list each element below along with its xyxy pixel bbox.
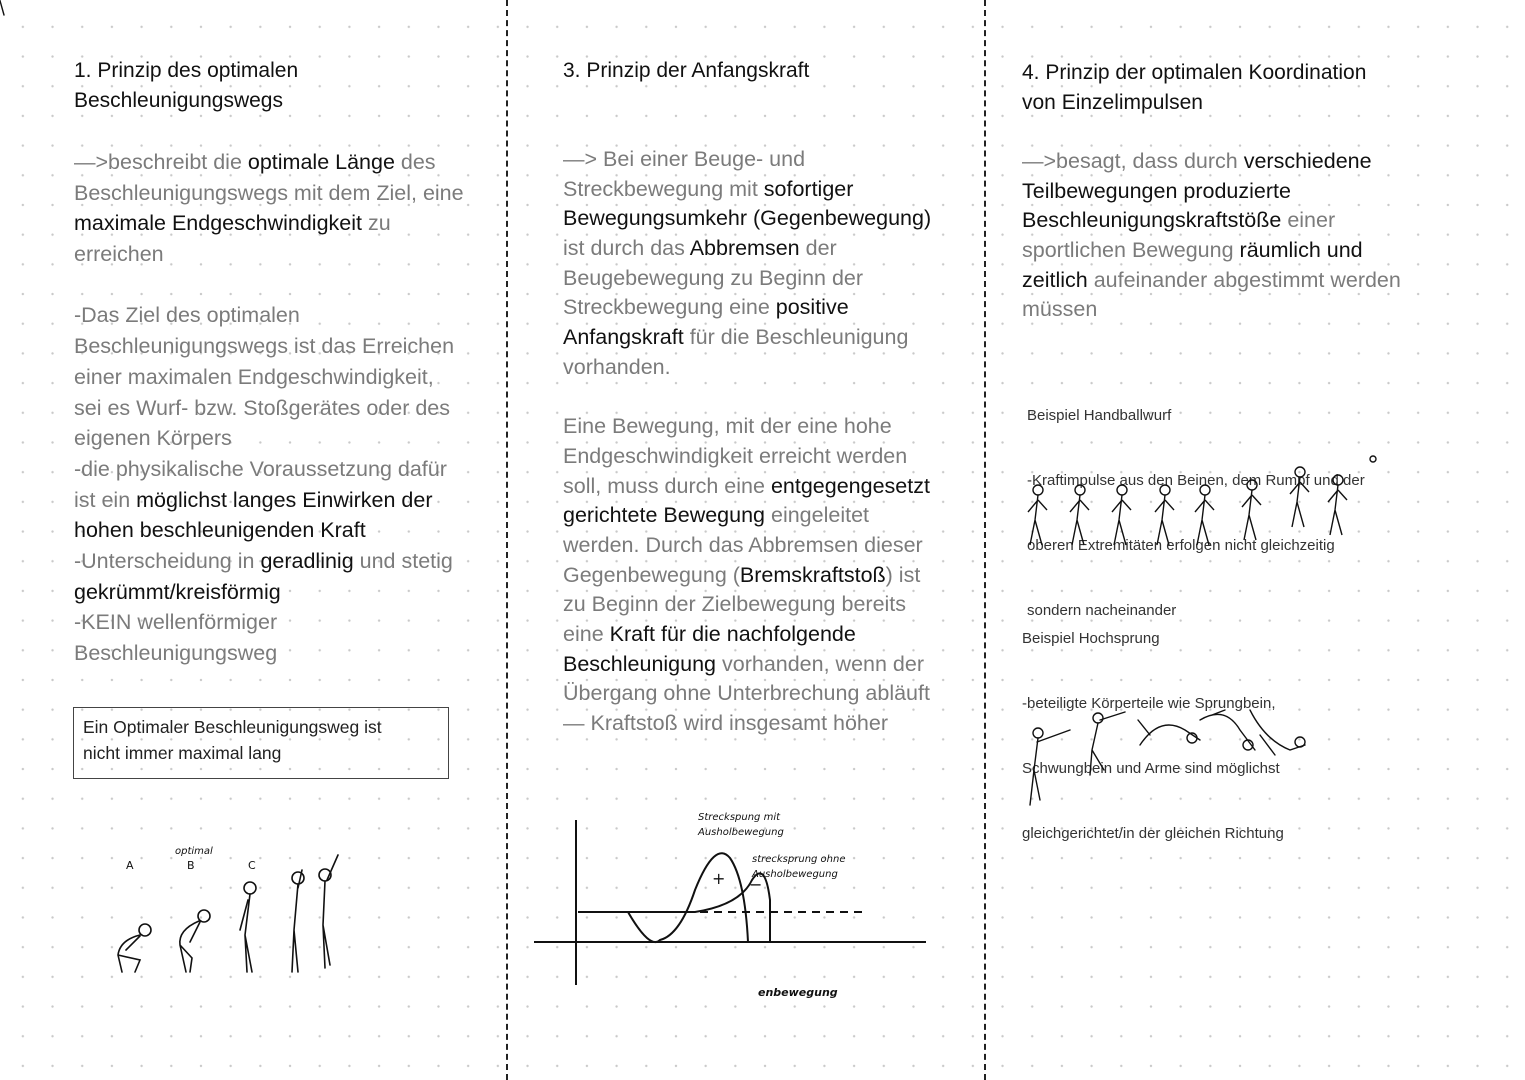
note-line: nicht immer maximal lang <box>83 743 282 763</box>
text-line <box>1022 147 1442 177</box>
example-hochsprung <box>1022 585 1284 866</box>
label-optimal: optimal <box>175 846 213 857</box>
highlighted-text: zeitlich <box>1022 267 1088 292</box>
body-text: Eine Bewegung, mit der eine hohe <box>563 414 892 439</box>
text-line <box>563 472 963 502</box>
highlighted-text: Abbremsen <box>689 236 800 261</box>
highlighted-text: Kraft für die nachfolgende <box>609 622 856 646</box>
example-text: oberen Extremitäten erfolgen nicht gleichzeitig <box>1027 536 1335 554</box>
body-text: für die Beschleunigung <box>683 325 909 350</box>
curve-with-countermovement <box>628 853 748 942</box>
body-text: —> Bei einer Beuge- und <box>563 147 806 171</box>
text-line <box>74 208 514 239</box>
text-line <box>563 679 963 709</box>
highlighted-text: Beschleunigung <box>563 651 717 676</box>
text-line <box>563 442 963 472</box>
text-line <box>74 423 514 454</box>
text-line <box>563 204 963 234</box>
label-without-countermovement: strecksprung ohne Ausholbewegung <box>752 854 846 880</box>
body-text: Endgeschwindigkeit erreicht werden <box>563 443 908 468</box>
body-text: Beschleunigungswegs ist das Erreichen <box>74 334 455 359</box>
heading-line: 1. Prinzip des optimalen <box>74 59 299 82</box>
body-text: -Unterscheidung in <box>74 548 261 573</box>
text-line <box>74 577 514 608</box>
body-text: Beugebewegung zu Beginn der <box>563 265 864 290</box>
section-heading <box>563 56 809 86</box>
text-line <box>563 323 963 353</box>
heading-line: 3. Prinzip der Anfangskraft <box>563 59 810 82</box>
body-text: Beschleunigungswegs mit dem Ziel, eine <box>74 180 464 205</box>
x-axis-label: enbewegung <box>758 986 838 999</box>
section-body <box>74 147 514 669</box>
body-text: aufeinander abgestimmt werden <box>1087 267 1401 292</box>
highlighted-text: Beschleunigungskraftstöße <box>1022 208 1282 233</box>
label-b: B <box>187 859 195 872</box>
body-text: ) ist <box>885 562 921 587</box>
text-line <box>74 331 514 362</box>
example-title: Beispiel Handballwurf <box>1027 407 1172 425</box>
text-line <box>563 264 963 294</box>
highlighted-text: hohen beschleunigenden Kraft <box>74 518 366 543</box>
high-jump-sequence-illustration <box>0 0 1 1</box>
text-line <box>74 239 514 270</box>
highlighted-text: entgegengesetzt <box>770 473 930 498</box>
example-text: sondern nacheinander <box>1027 601 1177 619</box>
heading-line: 4. Prinzip der optimalen Koordination <box>1022 61 1367 84</box>
text-line <box>563 175 963 205</box>
body-text: einer maximalen Endgeschwindigkeit, <box>74 364 434 389</box>
text-line <box>74 147 514 178</box>
text-line <box>1022 177 1442 207</box>
label-minus: − <box>749 875 763 894</box>
text-line <box>74 454 514 485</box>
text-line <box>563 709 963 739</box>
text-line <box>563 620 963 650</box>
section-heading <box>74 56 298 116</box>
body-text: -Das Ziel des optimalen <box>74 303 300 328</box>
body-text: eingeleitet <box>765 503 870 528</box>
text-line <box>74 485 514 516</box>
text-line <box>74 638 514 669</box>
body-text: soll, muss durch eine <box>563 473 771 498</box>
body-text: sei es Wurf- bzw. Stoßgerätes oder des <box>74 395 451 420</box>
highlighted-text: Anfangskraft <box>563 325 684 350</box>
text-line <box>74 300 514 331</box>
text-line <box>563 412 963 442</box>
highlighted-text: positive <box>775 295 849 320</box>
highlighted-text: geradlinig <box>260 548 354 573</box>
body-text: sportlichen Bewegung <box>1022 238 1240 263</box>
section-body <box>1022 147 1442 325</box>
body-text: werden. Durch das Abbremsen dieser <box>563 532 923 557</box>
body-text: vorhanden. <box>563 354 671 379</box>
example-title: Beispiel Hochsprung <box>1022 630 1160 648</box>
body-text: einer <box>1281 208 1336 233</box>
text-line <box>563 234 963 264</box>
body-text: vorhanden, wenn der <box>716 651 924 676</box>
highlighted-text: maximale Endgeschwindigkeit <box>74 211 363 236</box>
body-text: Beschleunigungsweg <box>74 641 278 665</box>
body-text: zu <box>362 211 391 236</box>
text-line <box>563 383 963 413</box>
text-line <box>563 145 963 175</box>
column-divider <box>984 0 986 1080</box>
body-text: und stetig <box>353 548 453 573</box>
text-line <box>1022 266 1442 296</box>
highlighted-text: verschiedene <box>1243 149 1372 173</box>
text-line <box>74 515 514 546</box>
heading-line: Beschleunigungswegs <box>74 89 283 112</box>
text-line <box>563 561 963 591</box>
body-text: —>besagt, dass durch <box>1022 149 1244 173</box>
body-text: Streckbewegung mit <box>563 176 764 201</box>
highlighted-text: möglichst langes Einwirken der <box>136 487 433 512</box>
body-text: -die physikalische Voraussetzung dafür <box>74 456 447 481</box>
section-body <box>563 145 963 739</box>
body-text: — Kraftstoß wird insgesamt höher <box>563 711 889 736</box>
text-line <box>563 590 963 620</box>
section-heading <box>1022 58 1366 118</box>
highlighted-text: räumlich und <box>1239 238 1363 263</box>
column-3 <box>1022 58 1401 322</box>
body-text: zu Beginn der Zielbewegung bereits <box>563 592 907 617</box>
text-line <box>74 362 514 393</box>
text-line <box>74 546 514 577</box>
highlighted-text: Teilbewegungen produzierte <box>1022 178 1291 203</box>
body-text: eine <box>563 622 610 646</box>
text-line <box>74 270 514 301</box>
text-line <box>563 501 963 531</box>
text-line <box>1022 206 1442 236</box>
column-2 <box>563 56 932 736</box>
body-text: der <box>799 236 837 261</box>
text-line <box>74 607 514 638</box>
note-line: Ein Optimaler Beschleunigungsweg ist <box>83 717 382 737</box>
body-text: des <box>394 150 436 174</box>
body-text: ist ein <box>74 487 137 512</box>
body-text: —>beschreibt die <box>74 150 248 174</box>
highlighted-text: optimale Länge <box>247 150 395 174</box>
text-line <box>1022 295 1442 325</box>
body-text: ist durch das <box>563 236 690 261</box>
body-text: Gegenbewegung ( <box>563 562 740 587</box>
heading-line: von Einzelimpulsen <box>1022 91 1203 114</box>
example-text: Schwungbein und Arme sind möglichst <box>1022 759 1280 777</box>
text-line <box>74 178 514 209</box>
example-text: gleichgerichtet/in der gleichen Richtung <box>1022 824 1284 842</box>
highlighted-text: sofortiger <box>763 176 854 201</box>
label-c: C <box>248 859 256 872</box>
text-line <box>74 393 514 424</box>
example-text: -Kraftimpulse aus den Beinen, dem Rumpf und der <box>1027 471 1365 489</box>
text-line <box>563 531 963 561</box>
label-plus: + <box>712 869 726 888</box>
body-text: Streckbewegung eine <box>563 295 776 320</box>
text-line <box>563 293 963 323</box>
text-line <box>563 650 963 680</box>
body-text: eigenen Körpers <box>74 426 232 451</box>
body-text: -KEIN wellenförmiger <box>74 610 278 635</box>
highlighted-text: gekrümmt/kreisförmig <box>74 579 281 604</box>
body-text: müssen <box>1022 297 1098 322</box>
highlighted-text: gerichtete Bewegung <box>563 503 766 528</box>
example-text: -beteiligte Körperteile wie Sprungbein, <box>1022 694 1276 712</box>
label-a: A <box>126 859 134 872</box>
highlighted-text: Bewegungsumkehr (Gegenbewegung) <box>563 206 932 231</box>
body-text: erreichen <box>74 242 164 267</box>
note-box <box>73 707 449 779</box>
body-text: Übergang ohne Unterbrechung abläuft <box>563 681 930 706</box>
text-line <box>1022 236 1442 266</box>
column-1 <box>74 56 464 665</box>
text-line <box>563 353 963 383</box>
highlighted-text: Bremskraftstoß <box>739 562 886 587</box>
label-with-countermovement: Streckspung mit Ausholbewegung <box>698 812 784 838</box>
